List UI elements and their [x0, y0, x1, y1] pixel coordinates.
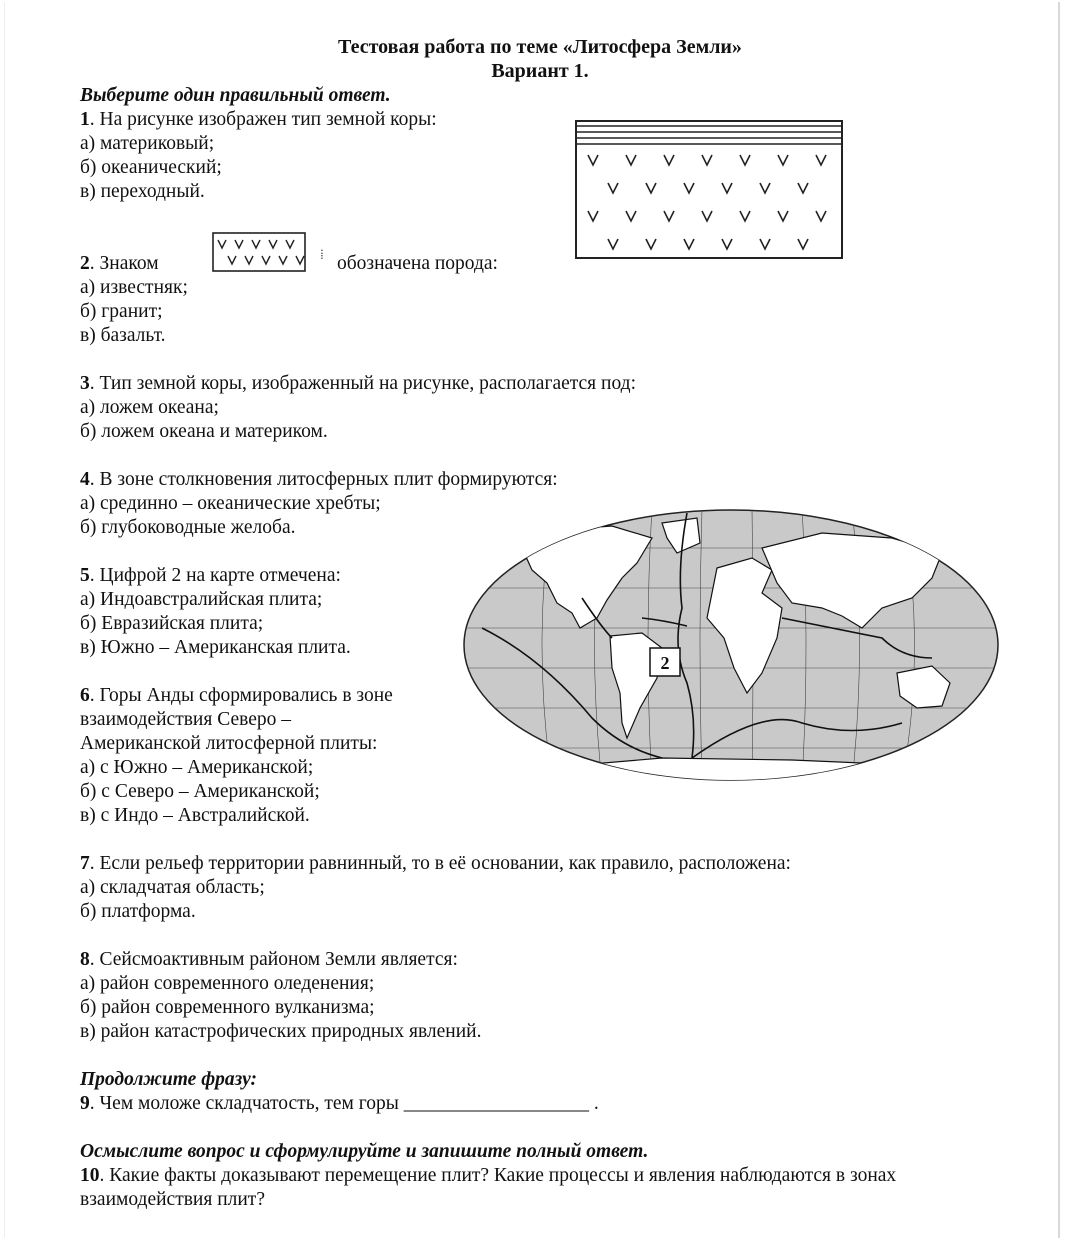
answer-option: а) с Южно – Американской;: [80, 757, 314, 778]
question-7: [80, 852, 791, 876]
question-text-line: Американской литосферной плиты:: [80, 733, 378, 754]
antarctica: [522, 758, 942, 782]
question-number: 3: [80, 373, 90, 394]
question-text: . Тип земной коры, изображенный на рисунке, располагается под:: [89, 373, 636, 394]
answer-option: б) район современного вулканизма;: [80, 997, 375, 1018]
question-number: 9: [80, 1093, 90, 1114]
section-instruction: Осмыслите вопрос и сформулируйте и запишите полный ответ.: [80, 1141, 649, 1162]
answer-option: в) базальт.: [80, 325, 166, 346]
tectonic-plates-map: [462, 508, 1000, 782]
question-number: 6: [80, 685, 90, 706]
question-text: . Горы Анды сформировались в зоне: [89, 685, 393, 706]
question-text: . Чем моложе складчатость, тем горы ___________________ .: [89, 1093, 599, 1114]
answer-option: а) материковый;: [80, 133, 215, 154]
page-title: Тестовая работа по теме «Литосфера Земли»: [338, 36, 742, 58]
crust-type-figure: [575, 120, 843, 260]
question-6: [80, 684, 393, 708]
question-text: . На рисунке изображен тип земной коры:: [89, 109, 437, 130]
question-text: . Сейсмоактивным районом Земли является:: [89, 949, 458, 970]
answer-option: в) переходный.: [80, 181, 205, 202]
question-1: [80, 108, 437, 132]
question-text-continued: обозначена порода:: [337, 253, 498, 274]
answer-option: а) район современного оледенения;: [80, 973, 375, 994]
answer-option: б) ложем океана и материком.: [80, 421, 328, 442]
map-label-2: 2: [660, 653, 670, 673]
question-text: . Какие факты доказывают перемещение плит? Какие процессы и явления наблюдаются в зонах: [99, 1165, 897, 1186]
question-4: [80, 468, 558, 492]
answer-option: б) Евразийская плита;: [80, 613, 264, 634]
answer-option: б) океанический;: [80, 157, 222, 178]
answer-option: а) срединно – океанические хребты;: [80, 493, 381, 514]
question-9: [80, 1092, 599, 1116]
question-text: . Знаком: [89, 253, 159, 274]
section-instruction: Выберите один правильный ответ.: [80, 85, 391, 106]
section-instruction: Продолжите фразу:: [80, 1069, 258, 1090]
answer-option: в) с Индо – Австралийской.: [80, 805, 310, 826]
question-3: [80, 372, 636, 396]
question-text: . Цифрой 2 на карте отмечена:: [89, 565, 341, 586]
question-number: 7: [80, 853, 90, 874]
answer-option: а) известняк;: [80, 277, 188, 298]
answer-option: б) глубоководные желоба.: [80, 517, 296, 538]
question-10: [80, 1164, 896, 1188]
question-8: [80, 948, 458, 972]
answer-option: в) район катастрофических природных явлений.: [80, 1021, 482, 1042]
answer-option: а) складчатая область;: [80, 877, 265, 898]
question-number: 5: [80, 565, 90, 586]
answer-option: б) гранит;: [80, 301, 163, 322]
question-number: 8: [80, 949, 90, 970]
question-text-line: взаимодействия плит?: [80, 1189, 265, 1210]
question-number: 10: [80, 1165, 100, 1186]
question-text: . Если рельеф территории равнинный, то в её основании, как правило, расположена:: [89, 853, 791, 874]
question-5: [80, 564, 341, 588]
basalt-sign-figure: [212, 232, 307, 272]
answer-option: а) Индоавстралийская плита;: [80, 589, 323, 610]
tick-mark: ⁞: [320, 248, 324, 263]
variant-label: Вариант 1.: [491, 60, 589, 82]
answer-option: б) платформа.: [80, 901, 196, 922]
question-text-line: взаимодействия Северо –: [80, 709, 291, 730]
question-number: 2: [80, 253, 90, 274]
question-number: 1: [80, 109, 90, 130]
question-2: [80, 252, 159, 276]
question-number: 4: [80, 469, 90, 490]
answer-option: б) с Северо – Американской;: [80, 781, 320, 802]
question-text: . В зоне столкновения литосферных плит формируются:: [89, 469, 558, 490]
answer-option: в) Южно – Американская плита.: [80, 637, 351, 658]
answer-option: а) ложем океана;: [80, 397, 219, 418]
